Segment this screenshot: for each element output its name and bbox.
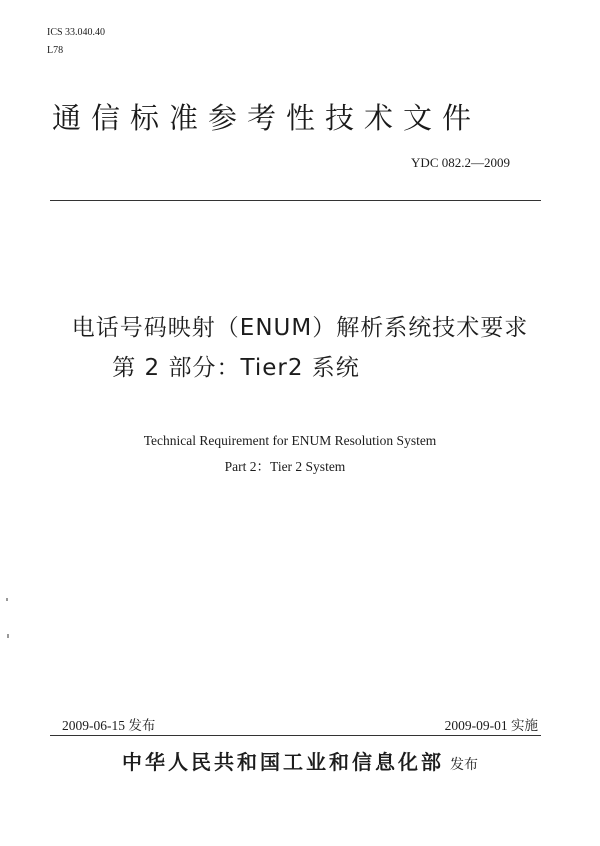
title-chinese: 电话号码映射（ENUM）解析系统技术要求 — [71, 315, 529, 341]
standard-number: YDC 082.2—2009 — [411, 155, 510, 170]
scan-speck — [7, 634, 9, 638]
bottom-divider — [50, 735, 541, 736]
top-divider — [50, 200, 541, 201]
subtitle-english: Part 2：Tier 2 System — [224, 459, 346, 474]
subtitle-chinese: 第 2 部分：Tier2 系统 — [112, 355, 360, 381]
title-english: Technical Requirement for ENUM Resolution System — [143, 433, 437, 448]
document-type: 通信标准参考性技术文件 — [52, 101, 482, 135]
implementation-date: 2009-09-01 实施 — [444, 718, 538, 733]
category-code: L78 — [47, 45, 64, 56]
publisher-action: 发布 — [450, 757, 478, 773]
issue-date: 2009-06-15 发布 — [62, 718, 156, 733]
ics-code: ICS 33.040.40 — [47, 27, 106, 38]
publisher-line — [0, 746, 600, 775]
publisher-name: 中华人民共和国工业和信息化部 — [122, 750, 444, 774]
scan-speck — [6, 598, 8, 601]
